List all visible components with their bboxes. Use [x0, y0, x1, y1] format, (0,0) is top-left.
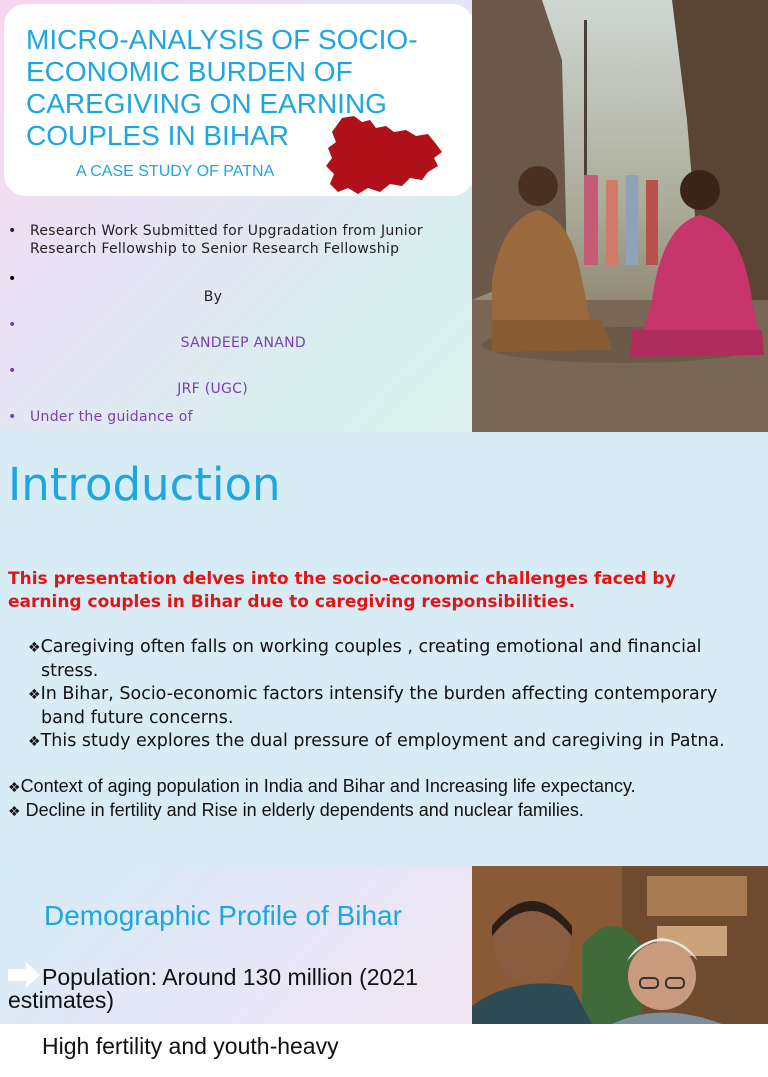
list-item [8, 775, 748, 799]
by-text: By [203, 289, 223, 305]
introduction-title: Introduction [8, 458, 281, 511]
bullet-by [8, 288, 456, 316]
title-slide [0, 0, 768, 432]
guidance-text: Under the guidance of [30, 409, 193, 425]
presentation-title: MICRO-ANALYSIS OF SOCIO-ECONOMIC BURDEN OF CAREGIVING ON EARNING COUPLES IN BIHAR [26, 24, 418, 151]
bullet-dot: • [8, 363, 17, 379]
bullet-research [8, 222, 456, 270]
point-text: Caregiving often falls on working couples , creating emotional and financial stress. [40, 637, 702, 681]
introduction-points [28, 636, 728, 754]
jrf-text: JRF (UGC) [177, 381, 248, 397]
introduction-lead: This presentation delves into the socio-economic challenges faced by earning couples in Bihar due to caregiving responsibilities. [8, 569, 676, 612]
elderly-man-with-caregiver-photo [472, 866, 768, 1024]
list-item [28, 636, 728, 683]
point-text: This study explores the dual pressure of employment and caregiving in Patna. [40, 731, 725, 751]
demographic-title: Demographic Profile of Bihar [44, 900, 402, 931]
bullet-jrf [8, 380, 456, 408]
context-text: Context of aging population in India and Bihar and Increasing life expectancy. [20, 776, 636, 796]
diamond-bullet-icon: ❖ [8, 803, 21, 819]
list-item [8, 962, 458, 1012]
bullet-dot: • [8, 223, 17, 239]
diamond-bullet-icon: ❖ [8, 779, 21, 795]
bullet-dot: • [8, 409, 17, 425]
bullet-empty [8, 316, 456, 334]
bullet-empty [8, 270, 456, 288]
list-item [8, 799, 748, 823]
bullet-author-name [8, 334, 456, 362]
diamond-bullet-icon: ❖ [28, 734, 41, 750]
diamond-bullet-icon: ❖ [28, 687, 41, 703]
title-bullets [8, 222, 456, 426]
bullet-empty [8, 362, 456, 380]
point-text: In Bihar, Socio-economic factors intensify the burden affecting contemporary band future concerns. [40, 684, 718, 728]
bullet-guidance [8, 408, 456, 426]
context-text: Decline in fertility and Rise in elderly dependents and nuclear families. [20, 800, 584, 820]
introduction-slide [0, 432, 768, 866]
point-text: High fertility and youth-heavy [42, 1033, 339, 1059]
author-name: SANDEEP ANAND [180, 335, 306, 351]
list-item [8, 1031, 458, 1058]
demographic-points [8, 962, 458, 1077]
right-arrow-icon [8, 962, 40, 988]
research-text: Research Work Submitted for Upgradation from Junior Research Fellowship to Senior Research Fellowship [30, 223, 423, 257]
context-points [8, 775, 748, 823]
presentation-subtitle: A CASE STUDY OF PATNA [76, 163, 275, 180]
list-item [28, 683, 728, 730]
bullet-dot: • [8, 271, 17, 287]
list-item [28, 730, 728, 754]
bullet-dot: • [8, 317, 17, 333]
couple-sitting-in-street-photo [472, 0, 768, 432]
right-arrow-icon [8, 1031, 40, 1057]
bihar-map-icon [324, 114, 444, 196]
demographic-slide [0, 866, 768, 1059]
diamond-bullet-icon: ❖ [28, 640, 41, 656]
point-text: Population: Around 130 million (2021 estimates) [8, 964, 418, 1013]
